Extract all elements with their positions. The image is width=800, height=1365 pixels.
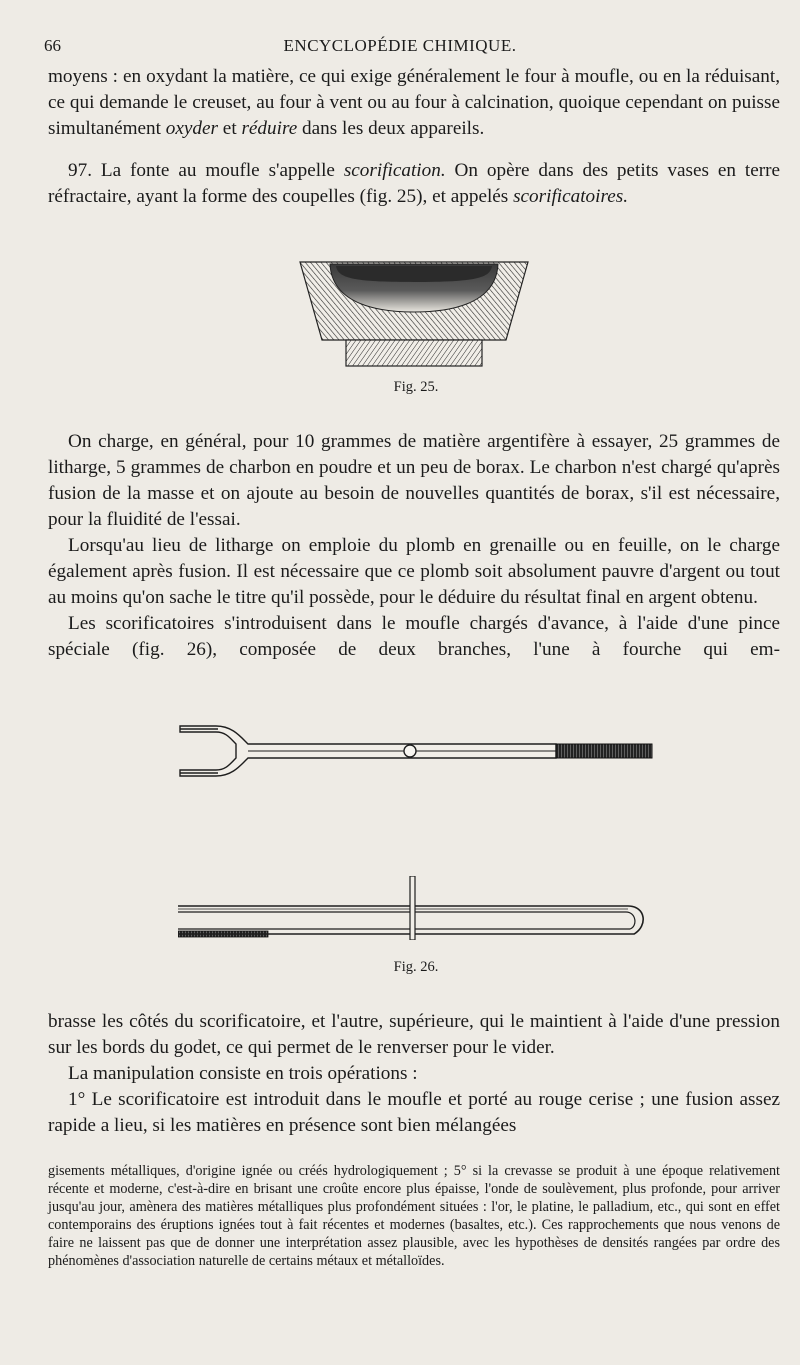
text-block-top [48, 64, 780, 210]
paragraph-charge: On charge, en général, pour 10 grammes de matière argentifère à essayer, 25 grammes de litharge, 5 grammes de charbon en poudre et un peu de borax. Le charbon n'est chargé qu'après fusion de la masse et on ajoute au besoin de nouvelles quantités de borax, s'il est nécessaire, pour la fluidité de l'essai. [48, 431, 780, 530]
emphasis-oxyder: oxyder [165, 118, 218, 139]
paragraph-manipulation: La manipulation consiste en trois opérations : [68, 1063, 418, 1084]
page-number: 66 [44, 36, 61, 55]
running-title: ENCYCLOPÉDIE CHIMIQUE. [283, 36, 517, 55]
page-header [0, 36, 800, 58]
paragraph-operation-1: 1° Le scorificatoire est introduit dans le moufle et porté au rouge cerise ; une fusion assez rapide a lieu, si les matières en présence sont bien mélangées [48, 1089, 780, 1136]
footnote: gisements métalliques, d'origine ignée ou créés hydrologiquement ; 5° si la crevasse se produit à une époque relativement récente et moderne, c'est-à-dire en brisant une croûte encore plus épaisse, l'onde de soulèvement, plus profonde, pour arriver jusqu'au jour, amènera des matières métalliques plus profondément situées : l'or, le platine, le palladium, etc., qui sont en effet contemporains des éruptions ignées tout à fait récentes et modernes (basaltes, etc.). Ces rapprochements que nous venons de faire ne laissent pas que de donner une interprétation assez plausible, avec les hypothèses de densités rangées par ordre des phénomènes d'association naturelle de certains métaux et métalloïdes. [48, 1163, 780, 1270]
emphasis-scorificatoires: scorificatoires. [513, 186, 629, 207]
figure-26-tongs-fork-illustration [176, 722, 656, 780]
paragraph-97: 97. La fonte au moufle s'appelle scorification. On opère dans des petits vases en terre réfractaire, ayant la forme des coupelles (fig. 25), et appelés scorificatoires. [48, 160, 781, 207]
emphasis-reduire: réduire [241, 118, 298, 139]
figure-25-scorifier-illustration [296, 258, 532, 370]
figure-26-caption: Fig. 26. [393, 959, 439, 975]
emphasis-scorification: scorification. [343, 160, 446, 181]
paragraph-pince: Les scorificatoires s'introduisent dans le moufle chargés d'avance, à l'aide d'une pince spéciale (fig. 26), composée de deux branches, l'une à fourche qui em- [48, 613, 780, 660]
paragraph-continuation: moyens : en oxydant la matière, ce qui exige généralement le four à moufle, ou en la réduisant, ce qui demande le creuset, au four à vent ou au four à calcination, quoique cependant on puisse simultanément oxyder et réduire dans les deux appareils. [48, 66, 780, 139]
text-block-bottom [48, 1009, 780, 1139]
figure-25-caption: Fig. 25. [393, 379, 439, 395]
figure-26-tongs-upper-illustration [178, 876, 656, 940]
paragraph-continuation-brasse: brasse les côtés du scorificatoire, et l'autre, supérieure, qui le maintient à l'aide d'une pression sur les bords du godet, ce qui permet de le renverser pour le vider. [48, 1011, 780, 1058]
text-block-middle [48, 429, 780, 663]
paragraph-plomb: Lorsqu'au lieu de litharge on emploie du plomb en grenaille ou en feuille, on le charge également après fusion. Il est nécessaire que ce plomb soit absolument pauvre d'argent ou tout au moins qu'on sache le titre qu'il possède, pour le déduire du résultat final en argent obtenu. [48, 535, 780, 608]
